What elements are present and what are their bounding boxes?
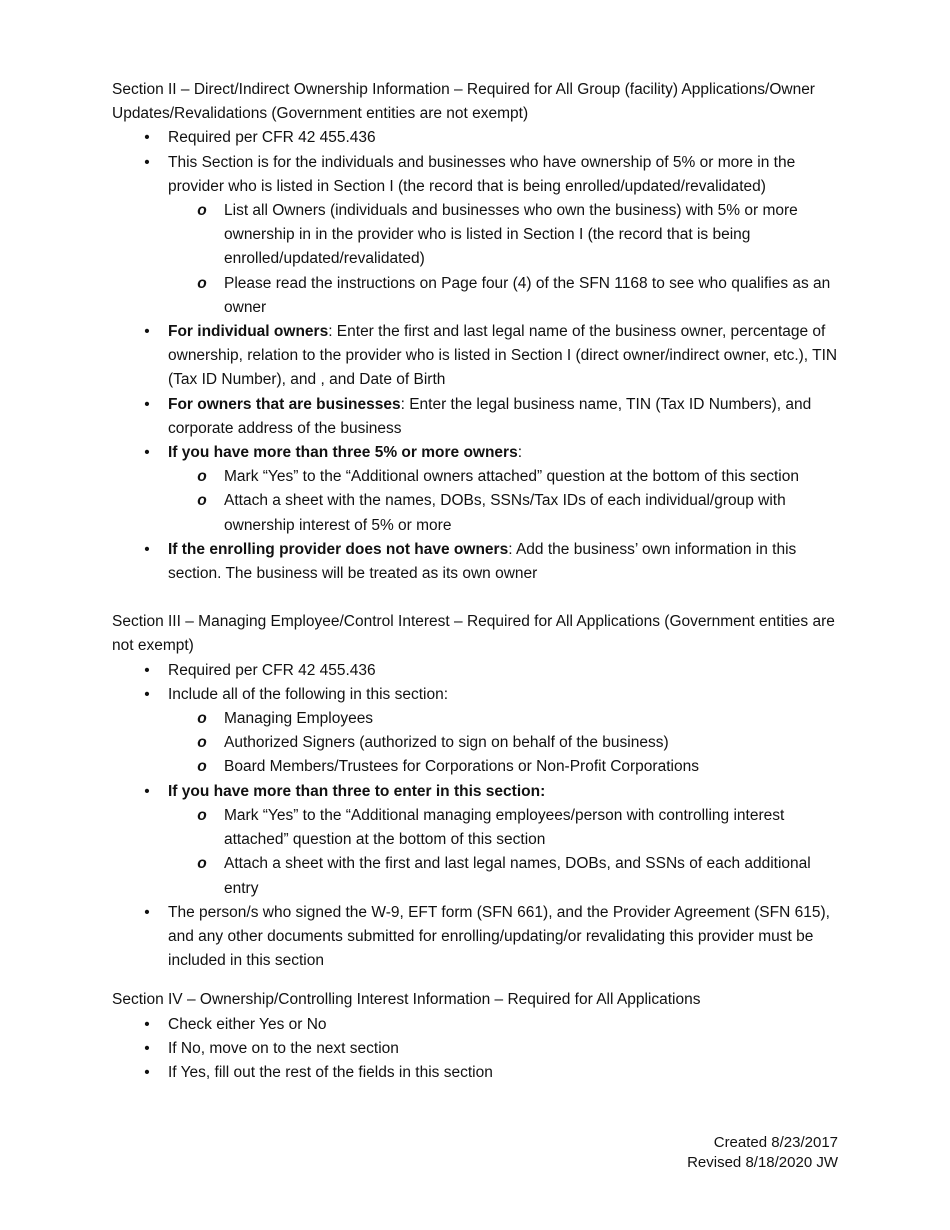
sub-list-item-text: Please read the instructions on Page four (4) of the SFN 1168 to see who qualifies as an owner — [224, 274, 831, 316]
list-item — [112, 393, 840, 441]
list-item-text: Required per CFR 42 455.436 — [168, 129, 376, 147]
sub-list — [168, 804, 840, 901]
list-item-text: If Yes, fill out the rest of the fields in this section — [168, 1063, 493, 1081]
bullet: • — [144, 782, 150, 800]
sub-list-item — [168, 199, 840, 272]
list-item-bold-lead: If you have more than three 5% or more owners — [168, 444, 518, 462]
list-item — [112, 126, 840, 150]
list-item-text: : Enter the first and last legal name of the business owner, percentage of ownership, relation to the provider who is listed in Section I (direct owner/indirect owner, etc.), TIN (Tax ID Number), and , and Date of Birth — [168, 323, 838, 389]
list-item-text: The person/s who signed the W-9, EFT form (SFN 661), and the Provider Agreement (SFN 615), and any other documents submitted for enrolling/updating/or revalidating this provider must be included in this section — [168, 903, 830, 970]
sub-bullet: o — [197, 492, 207, 510]
list-item — [112, 901, 840, 974]
list-item — [112, 441, 840, 538]
sub-bullet: o — [197, 710, 207, 728]
list-item — [112, 683, 840, 780]
sub-list-item-text: Mark “Yes” to the “Additional owners attached” question at the bottom of this section — [224, 468, 799, 486]
sub-list-item — [168, 852, 840, 900]
list-item-text: : Add the business’ own information in this section. The business will be treated as its own owner — [168, 540, 797, 583]
sub-list-item-text: Attach a sheet with the first and last legal names, DOBs, and SSNs of each additional entry — [224, 855, 811, 897]
bullet: • — [144, 1039, 150, 1057]
spacer — [112, 586, 840, 610]
list-item-bold-lead: If you have more than three to enter in this section: — [168, 782, 546, 800]
sub-list-item — [168, 755, 840, 779]
sub-list-item-text: Attach a sheet with the names, DOBs, SSNs/Tax IDs of each individual/group with ownership interest of 5% or more — [224, 492, 786, 534]
bullet: • — [144, 661, 150, 679]
sub-bullet: o — [197, 202, 207, 220]
bullet: • — [144, 444, 150, 462]
list-item-text: This Section is for the individuals and businesses who have ownership of 5% or more in the provider who is listed in Section I (the record that is being enrolled/updated/revalidated) — [168, 153, 796, 195]
document-page — [112, 78, 840, 1085]
sub-list — [168, 199, 840, 320]
list-item-text: Check either Yes or No — [168, 1015, 327, 1033]
bullet: • — [144, 903, 150, 921]
sub-list-item — [168, 465, 840, 489]
sub-list — [168, 465, 840, 538]
sub-list-item-text: Managing Employees — [224, 710, 374, 728]
spacer — [112, 973, 840, 988]
list-item-text: Include all of the following in this section: — [168, 685, 449, 703]
bullet: • — [144, 685, 150, 703]
bullet: • — [144, 395, 150, 413]
bullet: • — [144, 129, 150, 147]
sub-bullet: o — [197, 758, 207, 776]
list-item — [112, 151, 840, 320]
section-3-list — [112, 659, 840, 974]
sub-bullet: o — [197, 734, 207, 752]
sub-bullet: o — [197, 274, 207, 292]
list-item-text: : — [517, 444, 523, 462]
list-item-text: : Enter the legal business name, TIN (Tax ID Numbers), and corporate address of the business — [168, 395, 812, 437]
sub-list-item — [168, 731, 840, 755]
bullet: • — [144, 1015, 150, 1033]
revised-date: Revised 8/18/2020 JW — [687, 1154, 838, 1171]
sub-bullet: o — [197, 855, 207, 873]
list-item — [112, 1061, 840, 1085]
document-footer — [687, 1133, 838, 1173]
section-3-heading: Section III – Managing Employee/Control Interest – Required for All Applications (Government entities are not exempt) — [112, 613, 835, 655]
section-2-heading: Section II – Direct/Indirect Ownership Information – Required for All Group (facility) Applications/Owner Updates/Revalidations (Government entities are not exempt) — [112, 81, 815, 123]
created-date: Created 8/23/2017 — [713, 1134, 838, 1151]
sub-list-item-text: Board Members/Trustees for Corporations or Non-Profit Corporations — [224, 758, 699, 776]
list-item — [112, 538, 840, 586]
sub-list-item — [168, 707, 840, 731]
section-2-list — [112, 126, 840, 586]
list-item-text: If No, move on to the next section — [168, 1039, 399, 1057]
sub-list-item-text: Mark “Yes” to the “Additional managing employees/person with controlling interest attached” question at the bottom of this section — [224, 806, 785, 849]
sub-list — [168, 707, 840, 780]
bullet: • — [144, 540, 150, 558]
bullet: • — [144, 1063, 150, 1081]
list-item — [112, 320, 840, 393]
list-item-bold-lead: For owners that are businesses — [168, 395, 401, 413]
list-item — [112, 780, 840, 901]
sub-list-item — [168, 489, 840, 537]
sub-list-item-text: Authorized Signers (authorized to sign on behalf of the business) — [224, 734, 669, 752]
list-item-text: Required per CFR 42 455.436 — [168, 661, 376, 679]
list-item-bold-lead: For individual owners — [168, 323, 329, 341]
sub-list-item — [168, 804, 840, 852]
bullet: • — [144, 323, 150, 341]
list-item — [112, 1037, 840, 1061]
sub-list-item-text: List all Owners (individuals and businesses who own the business) with 5% or more ownership in in the provider who is listed in Section I (the record that is being enrolled/updated/revalidated) — [224, 202, 798, 268]
list-item — [112, 659, 840, 683]
list-item-bold-lead: If the enrolling provider does not have owners — [168, 540, 509, 558]
section-4-heading: Section IV – Ownership/Controlling Interest Information – Required for All Applications — [112, 991, 701, 1009]
sub-bullet: o — [197, 468, 207, 486]
bullet: • — [144, 153, 150, 171]
sub-bullet: o — [197, 806, 207, 824]
section-4-list — [112, 1013, 840, 1086]
sub-list-item — [168, 272, 840, 320]
list-item — [112, 1013, 840, 1037]
